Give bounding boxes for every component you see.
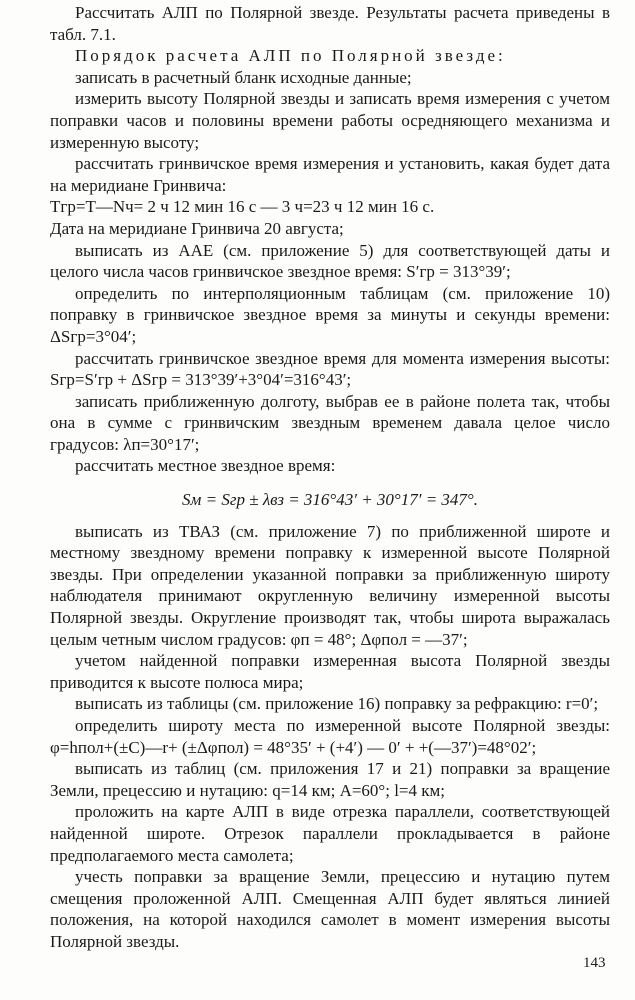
greenwich-date: Дата на меридиане Гринвича 20 августа; [50, 218, 344, 238]
step-greenwich-sidereal: рассчитать гринвичское звездное время для момента измерения высоты: Sгр=S′гр + ΔSгр = 313°39′+3°04′=316°43′; [50, 348, 610, 390]
formula-local-sidereal: Sм = Sгр ± λвз = 316°43′ + 30°17′ = 347°. [182, 490, 478, 510]
step-local-sidereal: рассчитать местное звездное время: [75, 456, 336, 476]
step-rotation-corrections: выписать из таблиц (см. приложения 17 и 21) поправки за вращение Земли, прецессию и нутацию: q=14 км; A=60°; l=4 км; [50, 759, 610, 800]
body-text [50, 2, 610, 953]
step-latitude: определить широту места по измеренной высоте Полярной звезды: φ=hпол+(±C)—r+ (±Δφпол) = 48°35′ + (+4′) — 0′ + +(—37′)=48°02′; [50, 716, 610, 757]
step-record-data: записать в расчетный бланк исходные данные; [75, 67, 412, 87]
step-plot-lop: проложить на карте АЛП в виде отрезка параллели, соответствующей найденной широте. Отрезок параллели прокладывается в районе предполагаемого места самолета; [50, 802, 610, 865]
step-apply-corrections: учесть поправки за вращение Земли, прецессию и нутацию путем смещения проложенной АЛП. Смещенная АЛП будет являться линией положения, на которой находился самолет в момент измерения высоты Полярной звезды. [50, 867, 610, 951]
step-greenwich-time: рассчитать гринвичское время измерения и установить, какая будет дата на меридиане Гринвича: [50, 154, 610, 195]
formula-greenwich-time: Tгр=T—Nч= 2 ч 12 мин 16 с — 3 ч=23 ч 12 мин 16 с. [50, 197, 435, 217]
paragraph-intro: Рассчитать АЛП по Полярной звезде. Результаты расчета приведены в табл. 7.1. [50, 3, 610, 44]
step-interpolation: определить по интерполяционным таблицам (см. приложение 10) поправку в гринвичское звездное время за минуты и секунды времени: ΔSгр=3°04′; [50, 283, 610, 346]
page-number: 143 [583, 955, 606, 971]
step-refraction: выписать из таблицы (см. приложение 16) поправку за рефракцию: r=0′; [75, 694, 599, 714]
step-measure-altitude: измерить высоту Полярной звезды и записать время измерения с учетом поправки часов и половины времени работы осредняющего механизма и измеренную высоту; [50, 89, 610, 152]
step-longitude: записать приближенную долготу, выбрав ее в районе полета так, чтобы она в сумме с гринвичским звездным временем давала целое число градусов: λп=30°17′; [50, 391, 610, 454]
section-heading: Порядок расчета АЛП по Полярной звезде: [75, 46, 506, 66]
step-tvaz-correction: выписать из ТВАЗ (см. приложение 7) по приближенной широте и местному звездному времени поправку к измеренной высоте Полярной звезды. При определении указанной поправки за приближенную широту наблюдателя принимают округленную величину измеренной высоты Полярной звезды. Округление производят так, чтобы широта выражалась целым четным числом градусов: φп = 48°; Δφпол = —37′; [50, 521, 610, 649]
step-sidereal-time: выписать из ААЕ (см. приложение 5) для соответствующей даты и целого числа часов гринвичское звездное время: S′гр = 313°39′; [50, 240, 610, 282]
step-pole-altitude: учетом найденной поправки измеренная высота Полярной звезды приводится к высоте полюса мира; [50, 651, 610, 692]
